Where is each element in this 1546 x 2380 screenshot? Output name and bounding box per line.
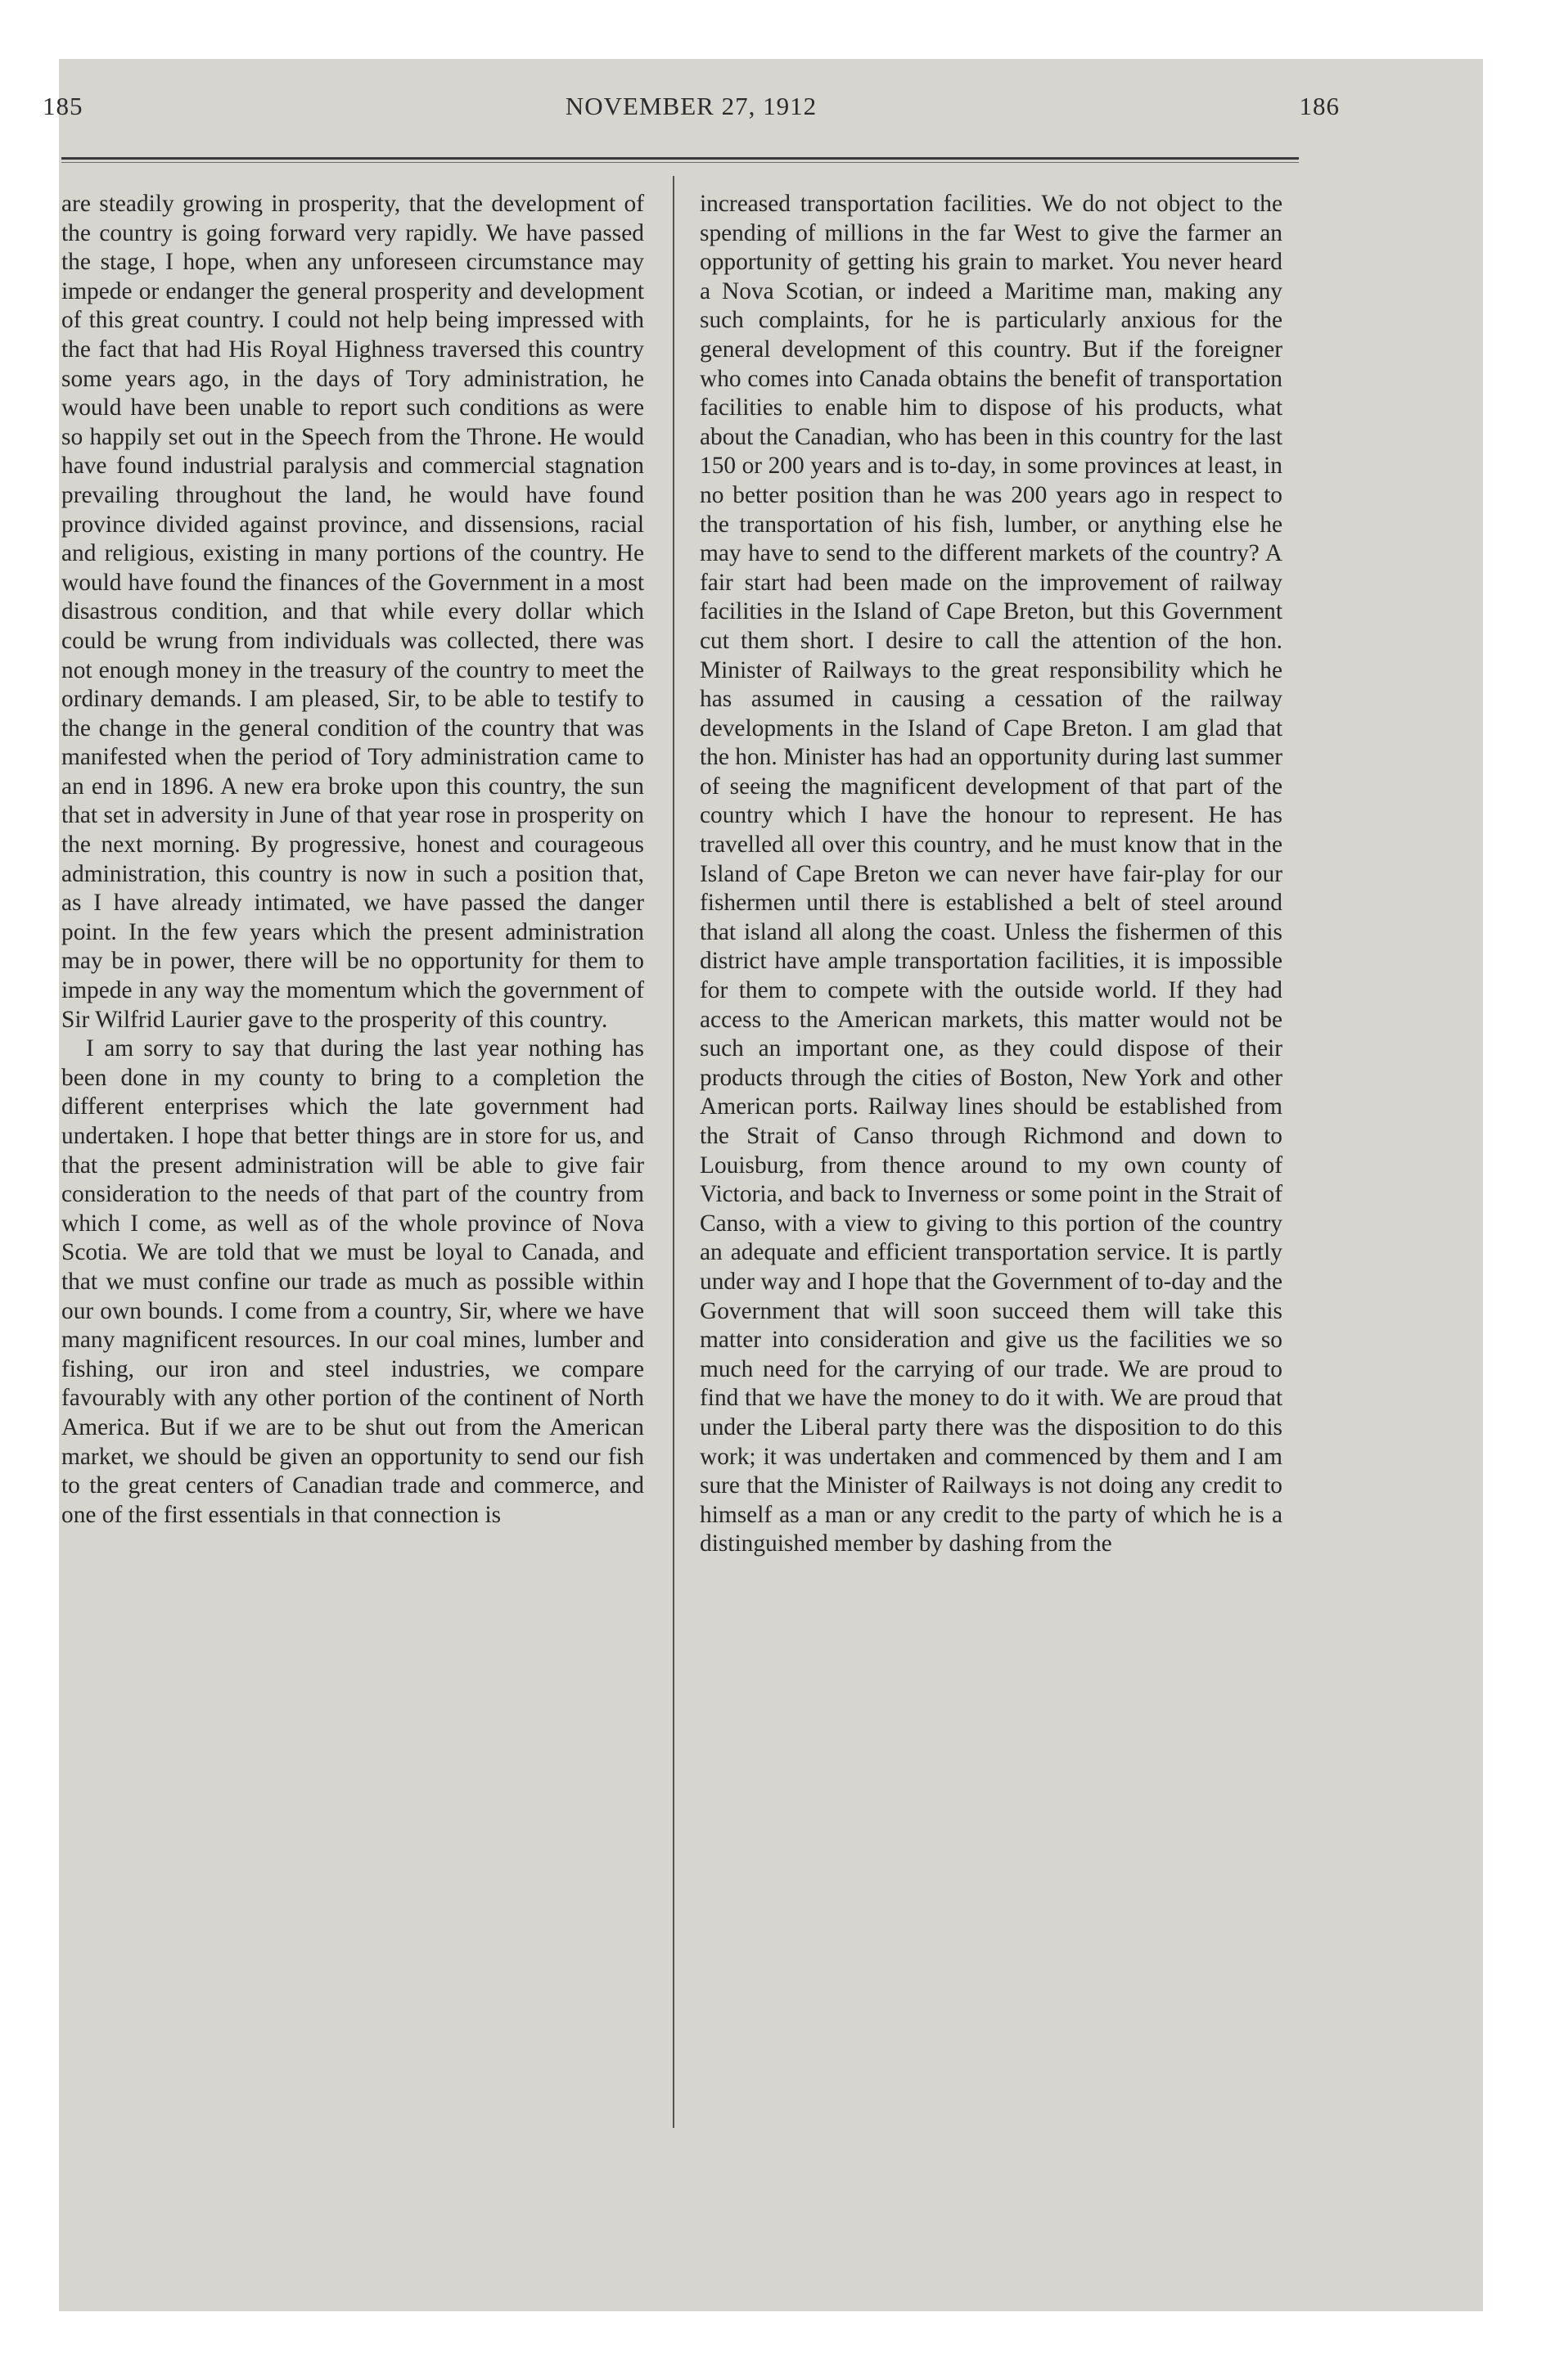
left-paragraph-2: I am sorry to say that during the last year nothing has been done in my county to bring to a completion the different enterprises which the late government had undertaken. I hope that better things are in store for us, and that the present administration will be able to give fair consideration to the needs of that part of the country from which I come, as well as of the whole province of Nova Scotia. We are told that we must be loyal to Canada, and that we must confine our trade as much as possible within our own bounds. I come from a country, Sir, where we have many magnificent resources. In our coal mines, lumber and fishing, our iron and steel industries, we compare favourably with any other portion of the continent of North America. But if we are to be shut out from the American market, we should be given an opportunity to send our fish to the great centers of Canadian trade and commerce, and one of the first essentials in that connection is	[61, 1035, 644, 1528]
right-column	[700, 190, 1282, 1559]
page-number-right: 186	[1299, 92, 1340, 120]
left-column	[61, 190, 644, 1530]
header-rule	[61, 157, 1299, 160]
page-header	[43, 92, 1340, 133]
left-paragraph-1: are steadily growing in prosperity, that the development of the country is going forward very rapidly. We have passed the stage, I hope, when any unforeseen circumstance may impede or endanger the general prosperity and development of this great country. I could not help being impressed with the fact that had His Royal Highness traversed this country some years ago, in the days of Tory administration, he would have been unable to report such conditions as were so happily set out in the Speech from the Throne. He would have found industrial paralysis and commercial stagnation prevailing throughout the land, he would have found province divided against province, and dissensions, racial and religious, existing in many portions of the country. He would have found the finances of the Government in a most disastrous condition, and that while every dollar which could be wrung from individuals was collected, there was not enough money in the treasury of the country to meet the ordinary demands. I am pleased, Sir, to be able to testify to the change in the general condition of the country that was manifested when the period of Tory administration came to an end in 1896. A new era broke upon this country, the sun that set in adversity in June of that year rose in prosperity on the next morning. By progressive, honest and courageous administration, this country is now in such a position that, as I have already intimated, we have passed the danger point. In the few years which the present administration may be in power, there will be no opportunity for them to impede in any way the momentum which the government of Sir Wilfrid Laurier gave to the prosperity of this country.	[61, 191, 644, 1033]
right-paragraph-1: increased transportation facilities. We do not object to the spending of millions in the far West to give the farmer an opportunity of getting his grain to market. You never heard a Nova Scotian, or indeed a Maritime man, making any such complaints, for he is particularly anxious for the general development of this country. But if the foreigner who comes into Canada obtains the benefit of transportation facilities to enable him to dispose of his products, what about the Canadian, who has been in this country for the last 150 or 200 years and is to-day, in some provinces at least, in no better position than he was 200 years ago in respect to the transportation of his fish, lumber, or anything else he may have to send to the different markets of the country? A fair start had been made on the improvement of railway facilities in the Island of Cape Breton, but this Government cut them short. I desire to call the attention of the hon. Minister of Railways to the great responsibility which he has assumed in causing a cessation of the railway developments in the Island of Cape Breton. I am glad that the hon. Minister has had an opportunity during last summer of seeing the magnificent development of that part of the country which I have the honour to represent. He has travelled all over this country, and he must know that in the Island of Cape Breton we can never have fair-play for our fishermen until there is established a belt of steel around that island all along the coast. Unless the fishermen of this district have ample transportation facilities, it is impossible for them to compete with the outside world. If they had access to the American markets, this matter would not be such an important one, as they could dispose of their products through the cities of Boston, New York and other American ports. Railway lines should be established from the Strait of Canso through Richmond and down to Louisburg, from thence around to my own county of Victoria, and back to Inverness or some point in the Strait of Canso, with a view to giving to this portion of the country an adequate and efficient transportation service. It is partly under way and I hope that the Government of to-day and the Government that will soon succeed them will take this matter into consideration and give us the facilities we so much need for the carrying of our trade. We are proud to find that we have the money to do it with. We are proud that under the Liberal party there was the disposition to do this work; it was undertaken and commenced by them and I am sure that the Minister of Railways is not doing any credit to himself as a man or any credit to the party of which he is a distinguished member by dashing from the	[700, 191, 1282, 1557]
header-rule-thin	[61, 162, 1299, 163]
header-date: NOVEMBER 27, 1912	[565, 92, 818, 120]
page-number-left: 185	[43, 92, 83, 120]
column-divider	[673, 176, 674, 2128]
